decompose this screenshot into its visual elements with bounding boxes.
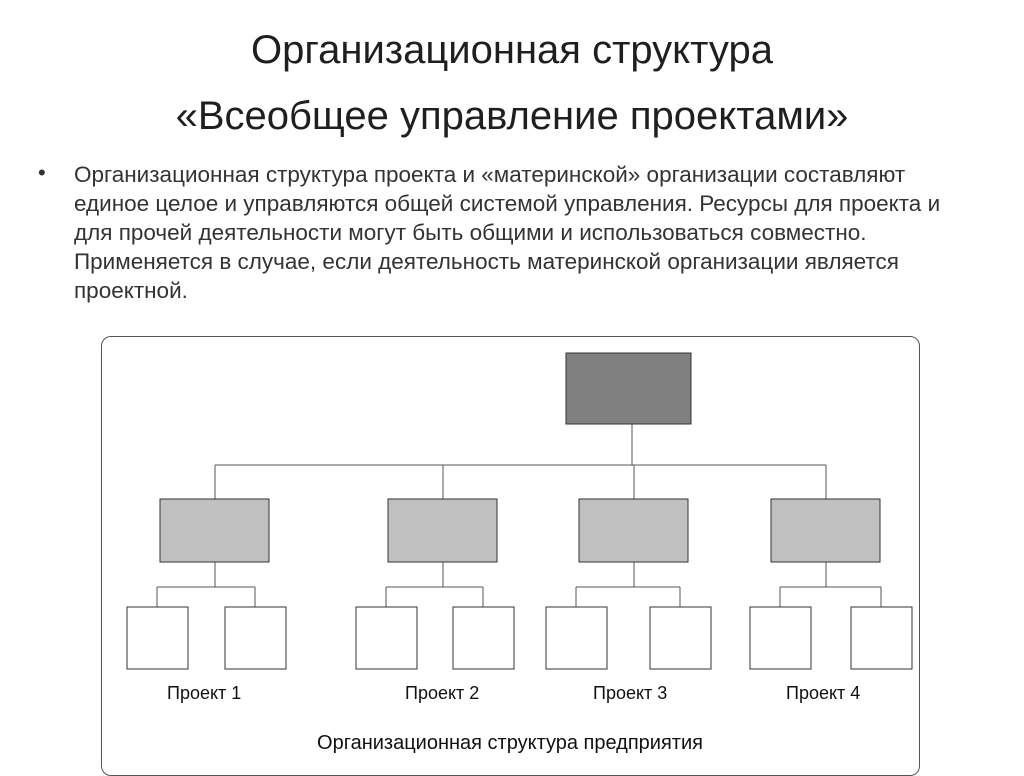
project-unit-box-4-1 xyxy=(750,607,811,669)
project-label-4: Проект 4 xyxy=(786,683,861,703)
project-unit-box-3-1 xyxy=(546,607,607,669)
top-unit-box xyxy=(566,353,691,424)
bullet-text: Организационная структура проекта и «материнской» организации составляют единое целое и управляются общей системой управления. Ресурсы для проекта и для прочей деятельности могут быть общими и использоваться совместно. Применяется в случае, если деятельность материнской организации является проектной. xyxy=(74,162,941,303)
slide-title-line-1: Организационная структура xyxy=(251,28,773,72)
project-unit-box-1-1 xyxy=(127,607,188,669)
project-unit-box-3-2 xyxy=(650,607,711,669)
project-label-3: Проект 3 xyxy=(593,683,668,703)
diagram-caption: Организационная структура предприятия xyxy=(317,732,703,754)
mid-unit-box-2 xyxy=(388,499,497,562)
project-unit-box-2-2 xyxy=(453,607,514,669)
mid-unit-box-1 xyxy=(160,499,269,562)
bullet-marker: • xyxy=(38,160,46,185)
project-unit-box-4-2 xyxy=(851,607,912,669)
org-chart-boxes xyxy=(127,353,912,669)
project-label-2: Проект 2 xyxy=(405,683,480,703)
slide-title-line-2: «Всеобщее управление проектами» xyxy=(175,94,849,138)
project-unit-box-1-2 xyxy=(225,607,286,669)
project-label-1: Проект 1 xyxy=(167,683,242,703)
project-unit-box-2-1 xyxy=(356,607,417,669)
mid-unit-box-4 xyxy=(771,499,880,562)
mid-unit-box-3 xyxy=(579,499,688,562)
